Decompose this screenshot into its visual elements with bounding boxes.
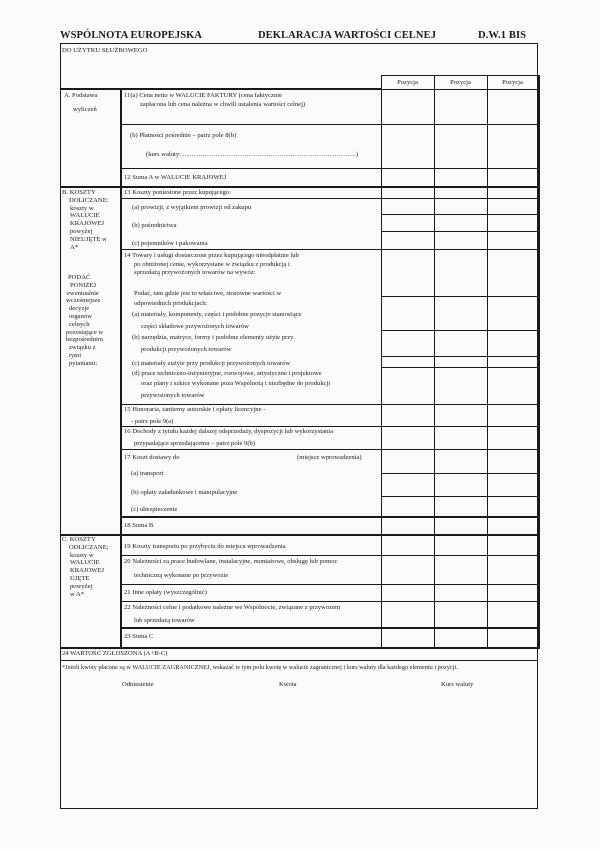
row-14b-label-2: produkcji przywożonych towarów bbox=[141, 346, 232, 353]
side-label-line: bezpośrednim bbox=[66, 336, 103, 344]
side-label-line: powyżej bbox=[70, 582, 93, 590]
row-line bbox=[381, 473, 538, 474]
sec-a-title-2: wyliczeń bbox=[73, 106, 97, 113]
row-15-label-2: - patrz pole 9(a) bbox=[131, 418, 174, 425]
side-label-line: NIEUJĘTE w bbox=[70, 235, 107, 243]
row-line bbox=[381, 496, 538, 497]
row-line bbox=[121, 584, 538, 585]
row-17c-label: (c) ubezpieczenie bbox=[131, 506, 178, 513]
side-label-line: koszty w bbox=[70, 204, 94, 212]
row-22-label: 22 Należności celne i podatkowe należne we Wspólnocie, związane z przywozem bbox=[124, 604, 341, 611]
row-line bbox=[121, 516, 540, 518]
side-label-line: pytaniami: bbox=[69, 359, 98, 367]
col-line-2 bbox=[434, 75, 435, 649]
side-label-line: PONIŻEJ bbox=[70, 281, 97, 289]
row-24-label: 24 WARTOŚĆ ZGŁOSZONA (A+B-C) bbox=[62, 650, 168, 657]
row-16-label: 16 Dochody z tytułu każdej dalszej odsprzedaży, dyspozycji lub wykorzystania bbox=[124, 428, 334, 435]
row-line bbox=[381, 356, 538, 357]
row-13a-label: (a) prowizji, z wyjątkiem prowizji od zakupu bbox=[132, 204, 252, 211]
row-line bbox=[381, 330, 538, 331]
row-20-label: 20 Należności za prace budowlane, instalacyjne, montażowe, obsługę lub pomoc bbox=[124, 558, 338, 565]
side-label-line: pozostające w bbox=[66, 328, 104, 336]
sec-24-top bbox=[60, 647, 540, 649]
side-label-line: PODAĆ bbox=[68, 274, 91, 281]
row-17-place: (miejsce wprowadzenia) bbox=[297, 454, 362, 461]
form-title: DEKLARACJA WARTOŚCI CELNEJ bbox=[258, 30, 437, 41]
footnote: *Jeżeli kwoty płacone są w WALUCIE ZAGRANICZNEJ, wskazać w tym polu kwotę w walucie zagranicznej i kurs waluty dla każdego elementu i pozycji. bbox=[62, 664, 458, 671]
col-header-1: Pozycja bbox=[397, 79, 418, 86]
side-label-line: DOLICZANE: bbox=[69, 196, 109, 204]
row-21-label: 21 Inne opłaty (wyszczególnić) bbox=[124, 589, 207, 596]
row-line bbox=[121, 627, 540, 629]
side-label-line: wcześniejsze bbox=[66, 297, 101, 305]
side-label-line: UJĘTE bbox=[70, 574, 90, 582]
row-line bbox=[121, 124, 538, 125]
row-13c-label: (c) pojemników i pakowania bbox=[132, 240, 208, 247]
side-label-line: koszty w bbox=[70, 551, 94, 559]
side-label-line: organów bbox=[69, 312, 92, 320]
row-14-label-2: po obniżonej cenie, wykorzystane w związku z produkcją i bbox=[134, 261, 290, 268]
col-header-top bbox=[381, 75, 540, 76]
footer-col-amount: Kwota bbox=[279, 681, 297, 688]
row-14a-label-2: części składowe przywożonych towarów bbox=[141, 323, 249, 330]
row-19-label: 19 Koszty transportu po przybyciu do miejsca wprowadzenia bbox=[124, 543, 286, 550]
footer-col-reference: Odniesienie bbox=[122, 681, 154, 688]
side-label-line: tymi bbox=[69, 351, 82, 359]
row-13-label: 13 Koszty poniesione przez kupującego: bbox=[124, 189, 231, 196]
col-line-3 bbox=[487, 75, 488, 649]
footer-col-rate: Kurs waluty bbox=[441, 681, 474, 688]
row-15-label: 15 Honoraria, tantiemy autorskie i opłaty licencyjne - bbox=[124, 406, 266, 413]
row-14-label-4: Podać, tam gdzie jest to właściwe, stosowne wartości w bbox=[134, 290, 282, 297]
row-line bbox=[381, 231, 538, 232]
row-23-label: 23 Suma C bbox=[124, 633, 154, 640]
sec-b-note bbox=[62, 274, 120, 368]
row-22-label-2: lub sprzedażą towarów bbox=[134, 617, 195, 624]
row-line bbox=[121, 168, 538, 169]
row-14d-label-2: oraz plany i szkice wykonane poza Wspólnotą i niezbędne do produkcji bbox=[141, 380, 331, 387]
side-label-line: WALUCIE bbox=[70, 559, 100, 567]
side-label-line: WALUCIE bbox=[70, 212, 100, 220]
row-14d-label: (d) prace techniczno-inżynieryjne, rozwojowe, artystyczne i projektowe bbox=[132, 370, 322, 377]
row-12-label: 12 Suma A w WALUCIE KRAJOWEJ bbox=[124, 174, 227, 181]
row-line bbox=[381, 214, 538, 215]
sec-c-top bbox=[60, 534, 540, 536]
row-18-label: 18 Suma B bbox=[124, 522, 154, 529]
row-line bbox=[121, 449, 538, 450]
row-line bbox=[381, 296, 538, 297]
col-header-bottom bbox=[381, 89, 540, 90]
official-use-label: DO UŻYTKU SŁUŻBOWEGO bbox=[62, 47, 148, 54]
row-14-label-5: odpowiednich produkcjach: bbox=[134, 300, 208, 307]
side-label-line: KRAJOWEJ bbox=[70, 567, 105, 575]
row-11b-label: (b) Płatności pośrednie – patrz pole 8(b) bbox=[130, 132, 237, 139]
side-label-line: powyżej bbox=[70, 227, 93, 235]
sec-a-title: A. Podstawa bbox=[64, 92, 98, 99]
side-label-line: C. KOSZTY bbox=[62, 536, 96, 543]
side-label-line: ewentualnie bbox=[67, 289, 99, 297]
row-14a-label: (a) materiały, komponenty, części i podobne pozycje stanowiące bbox=[132, 311, 302, 318]
row-11a-label: 11(a) Cena netto w WALUCIE FAKTURY (cena faktycznie bbox=[124, 92, 283, 99]
form-code: D.W.1 BIS bbox=[478, 30, 527, 41]
sec-b-top bbox=[60, 186, 540, 188]
side-label-line: KRAJOWEJ bbox=[70, 220, 105, 228]
row-14d-label-3: przywożonych towarów bbox=[141, 392, 205, 399]
row-17b-label: (b) opłaty załadunkowe i manipulacyjne bbox=[131, 489, 238, 496]
side-label-line: w A* bbox=[70, 590, 85, 598]
row-14c-label: (c) materiały zużyte przy produkcji przywożonych towarów bbox=[132, 360, 291, 367]
header-left: WSPÓLNOTA EUROPEJSKA bbox=[60, 30, 203, 41]
row-line bbox=[121, 555, 538, 556]
row-line bbox=[121, 601, 538, 602]
row-14-label-3: sprzedażą przywożonych towarów na wywóz: bbox=[134, 269, 256, 276]
row-line bbox=[381, 367, 538, 368]
col-line-1 bbox=[381, 75, 382, 649]
row-line bbox=[121, 404, 538, 405]
side-label-line: A* bbox=[70, 243, 79, 251]
col-header-3: Pozycja bbox=[502, 79, 523, 86]
row-line bbox=[121, 249, 538, 250]
col-line-right bbox=[538, 75, 540, 649]
row-17-label: 17 Koszt dostawy do bbox=[124, 454, 180, 461]
sec-c-title bbox=[62, 536, 120, 598]
row-16-label-2: przypadające sprzedającemu – patrz pole 9(b) bbox=[134, 440, 256, 447]
row-14-label: 14 Towary i usługi dostarczone przez kupującego nieodpłatnie lub bbox=[124, 252, 299, 259]
row-line bbox=[121, 426, 538, 427]
label-col-line bbox=[120, 89, 122, 649]
row-line bbox=[121, 198, 538, 199]
side-label-line: decyzje bbox=[69, 305, 90, 313]
col-header-2: Pozycja bbox=[450, 79, 471, 86]
sec-b-title bbox=[62, 189, 120, 251]
row-14b-label: (b) narzędzia, matryce, formy i podobne elementy użyte przy bbox=[132, 334, 294, 341]
side-label-line: celnych bbox=[69, 320, 90, 328]
sec-a-top bbox=[60, 88, 382, 90]
row-13b-label: (b) pośrednictwa bbox=[132, 222, 177, 229]
row-11a-label-2: zapłacona lub cena należna w chwili ustalenia wartości celnej) bbox=[140, 101, 306, 108]
side-label-line: ODLICZANE: bbox=[69, 543, 109, 551]
side-label-line: związku z bbox=[69, 344, 96, 352]
row-17a-label: (a) transport bbox=[131, 470, 164, 477]
side-label-line: B. KOSZTY bbox=[62, 189, 96, 196]
row-11b-rate: (kurs waluty: …………………………………………………………………….) bbox=[146, 151, 358, 158]
row-20-label-2: techniczną wykonane po przywozie bbox=[134, 572, 229, 579]
sec-24-bottom bbox=[60, 660, 538, 661]
